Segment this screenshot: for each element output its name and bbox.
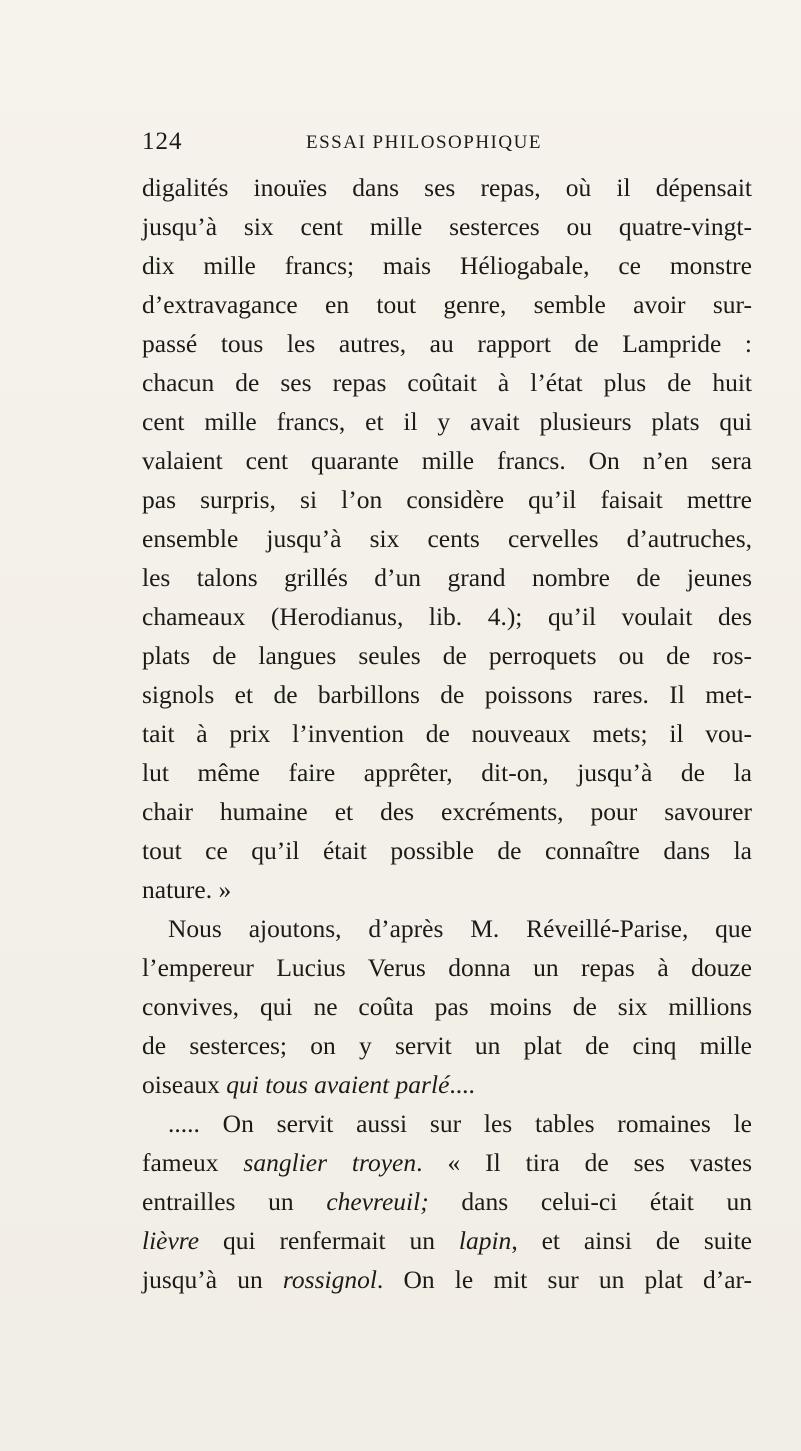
- text-run: jusqu’à six cent mille sesterces ou quatre-vingt-: [142, 212, 752, 241]
- text-line: [142, 285, 752, 324]
- text-line: [142, 1026, 752, 1065]
- text-run: chacun de ses repas coûtait à l’état plus de huit: [142, 368, 752, 397]
- text-run: Nous ajoutons, d’après M. Réveillé-Parise, que: [168, 914, 752, 943]
- text-run: nature. »: [142, 875, 232, 904]
- text-line: [142, 792, 752, 831]
- text-line: [142, 1221, 752, 1260]
- text-run: ....: [449, 1070, 475, 1099]
- text-run: tout ce qu’il était possible de connaître dans la: [142, 836, 752, 865]
- text-line: [142, 168, 752, 207]
- text-run: ..... On servit aussi sur les tables romaines le: [168, 1109, 752, 1138]
- italic-text: rossignol: [282, 1265, 377, 1294]
- text-run: chameaux (Herodianus, lib. 4.); qu’il voulait des: [142, 602, 752, 631]
- italic-text: chevreuil;: [326, 1187, 429, 1216]
- italic-text: sanglier troyen: [243, 1148, 417, 1177]
- text-run: de sesterces; on y servit un plat de cinq mille: [142, 1031, 752, 1060]
- text-run: ensemble jusqu’à six cents cervelles d’autruches,: [142, 524, 752, 553]
- text-run: l’empereur Lucius Verus donna un repas à douze: [142, 953, 752, 982]
- text-run: fameux: [142, 1148, 244, 1177]
- text-run: lut même faire apprêter, dit-on, jusqu’à de la: [142, 758, 752, 787]
- text-run: passé tous les autres, au rapport de Lampride :: [142, 329, 752, 358]
- text-line: [142, 909, 752, 948]
- text-line: [142, 597, 752, 636]
- italic-text: lièvre: [142, 1226, 200, 1255]
- text-run: jusqu’à un: [142, 1265, 283, 1294]
- text-line: [142, 480, 752, 519]
- text-run: pas surpris, si l’on considère qu’il faisait mettre: [142, 485, 752, 514]
- text-line: [142, 870, 752, 909]
- page-number: 124: [142, 128, 183, 155]
- page-header: [142, 128, 702, 162]
- text-line: [142, 753, 752, 792]
- text-line: [142, 675, 752, 714]
- text-line: [142, 246, 752, 285]
- text-line: [142, 207, 752, 246]
- text-run: valaient cent quarante mille francs. On n’en sera: [142, 446, 752, 475]
- text-run: dans celui-ci était un: [428, 1187, 752, 1216]
- text-line: [142, 636, 752, 675]
- text-run: . « Il tira de ses vastes: [416, 1148, 752, 1177]
- text-run: convives, qui ne coûta pas moins de six millions: [142, 992, 752, 1021]
- text-run: qui renfermait un: [199, 1226, 459, 1255]
- text-line: [142, 324, 752, 363]
- body-text: [142, 168, 752, 1299]
- text-run: chair humaine et des excréments, pour savourer: [142, 797, 752, 826]
- text-line: [142, 987, 752, 1026]
- text-line: [142, 1143, 752, 1182]
- text-run: oiseaux: [142, 1070, 227, 1099]
- running-head: ESSAI PHILOSOPHIQUE: [306, 132, 542, 153]
- text-line: [142, 402, 752, 441]
- text-run: digalités inouïes dans ses repas, où il dépensait: [142, 173, 752, 202]
- text-run: les talons grillés d’un grand nombre de jeunes: [142, 563, 752, 592]
- text-run: dix mille francs; mais Héliogabale, ce monstre: [142, 251, 752, 280]
- text-line: [142, 714, 752, 753]
- text-run: d’extravagance en tout genre, semble avoir sur-: [142, 290, 752, 319]
- text-run: cent mille francs, et il y avait plusieurs plats qui: [142, 407, 752, 436]
- italic-text: lapin: [458, 1226, 512, 1255]
- text-line: [142, 1065, 752, 1104]
- text-line: [142, 519, 752, 558]
- text-line: [142, 831, 752, 870]
- text-line: [142, 363, 752, 402]
- text-run: tait à prix l’invention de nouveaux mets; il vou-: [142, 719, 752, 748]
- text-line: [142, 948, 752, 987]
- text-run: . On le mit sur un plat d’ar-: [376, 1265, 752, 1294]
- text-run: , et ainsi de suite: [511, 1226, 752, 1255]
- text-line: [142, 441, 752, 480]
- text-run: signols et de barbillons de poissons rares. Il met-: [142, 680, 752, 709]
- text-run: plats de langues seules de perroquets ou de ros-: [142, 641, 752, 670]
- text-line: [142, 558, 752, 597]
- italic-text: qui tous avaient parlé: [226, 1070, 450, 1099]
- text-line: [142, 1104, 752, 1143]
- text-run: entrailles un: [142, 1187, 327, 1216]
- text-line: [142, 1260, 752, 1299]
- text-line: [142, 1182, 752, 1221]
